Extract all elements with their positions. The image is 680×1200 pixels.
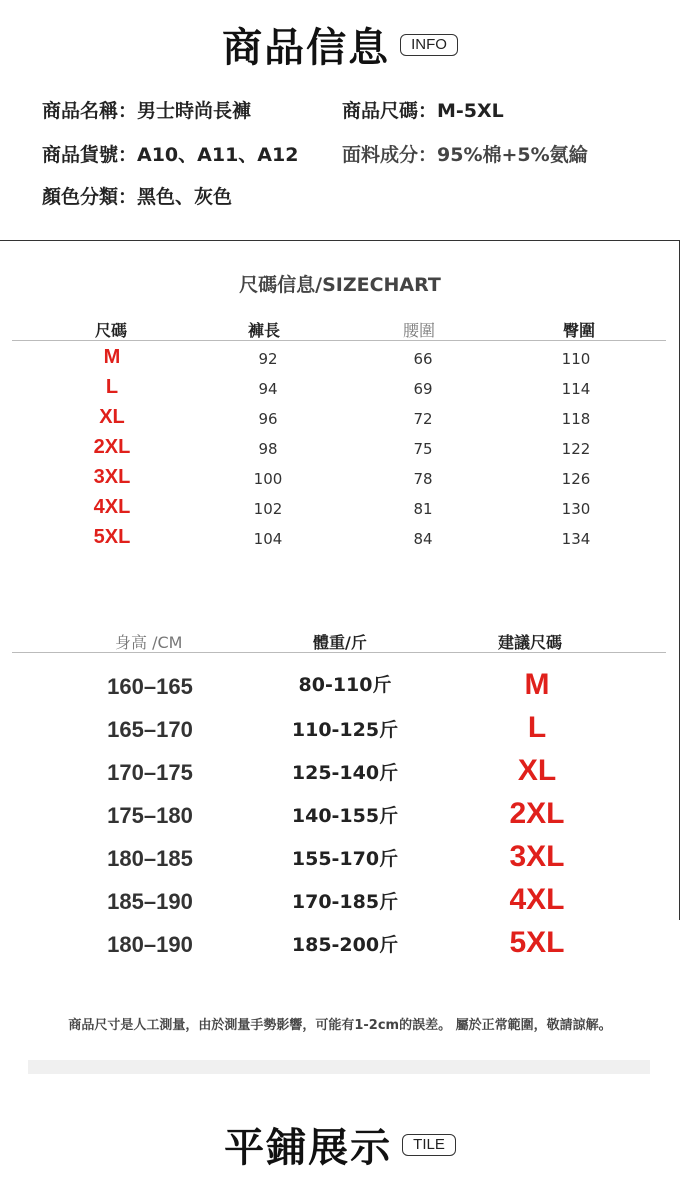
size-chart-waist: 66: [413, 350, 433, 368]
product-size-range: 商品尺碼：M-5XL: [342, 100, 504, 122]
size-chart-waist: 72: [413, 410, 433, 428]
size-chart-hip: 126: [561, 470, 591, 488]
recommendation-weight: 140-155斤: [291, 805, 399, 827]
header-height: 身高 /CM: [115, 633, 183, 652]
recommendation-size: L: [527, 711, 547, 744]
size-chart-hip: 110: [561, 350, 591, 368]
tile-heading: [0, 1116, 680, 1173]
recommendation-rule: [12, 652, 666, 653]
size-chart-size: 4XL: [93, 496, 131, 518]
header-recommended-size: 建議尺碼: [498, 633, 563, 652]
size-chart-length: 100: [253, 470, 283, 488]
product-name: 商品名稱：男士時尚長褲: [42, 100, 252, 122]
product-colors: 顏色分類：黑色、灰色: [42, 186, 233, 208]
size-chart-length: 92: [258, 350, 278, 368]
product-item-no: 商品貨號：A10、A11、A12: [42, 144, 299, 166]
recommendation-weight: 125-140斤: [291, 762, 399, 784]
recommendation-size: 4XL: [509, 883, 565, 916]
divider-band: [28, 1060, 650, 1074]
recommendation-height: 185–190: [107, 889, 193, 914]
size-chart-waist: 69: [413, 380, 433, 398]
recommendation-weight: 170-185斤: [291, 891, 399, 913]
size-chart-waist: 84: [413, 530, 433, 548]
recommendation-size: 5XL: [509, 926, 565, 959]
measurement-note: 商品尺寸是人工測量，由於測量手勢影響，可能有1-2cm的誤差。 屬於正常範圍，敬請諒解。: [68, 1018, 612, 1033]
size-chart-hip: 130: [561, 500, 591, 518]
header-hip: 臀圍: [563, 321, 596, 340]
size-chart-waist: 75: [413, 440, 433, 458]
recommendation-size: M: [524, 668, 550, 701]
recommendation-height: 175–180: [107, 803, 193, 828]
size-chart-hip: 122: [561, 440, 591, 458]
header-weight: 體重/斤: [313, 633, 367, 652]
header-size: 尺碼: [95, 321, 128, 340]
size-chart-length: 98: [258, 440, 278, 458]
product-material: 面料成分：95%棉+5%氨綸: [342, 144, 588, 166]
recommendation-height: 165–170: [107, 717, 193, 742]
size-chart-length: 94: [258, 380, 278, 398]
size-chart-size: M: [103, 346, 121, 368]
recommendation-weight: 155-170斤: [291, 848, 399, 870]
recommendation-weight: 110-125斤: [291, 719, 399, 741]
recommendation-height: 180–190: [107, 932, 193, 957]
tile-title: 平鋪展示: [224, 1125, 393, 1171]
size-chart-caption: 尺碼信息/SIZECHART: [239, 274, 441, 296]
size-chart-waist: 81: [413, 500, 433, 518]
size-chart-hip: 118: [561, 410, 591, 428]
header-waist: 腰圍: [403, 321, 436, 340]
size-chart-size: XL: [99, 406, 125, 428]
size-chart-size: 2XL: [93, 436, 131, 458]
info-badge: INFO: [400, 34, 458, 56]
size-chart-size: 5XL: [93, 526, 131, 548]
header-length: 褲長: [248, 321, 281, 340]
size-chart-length: 102: [253, 500, 283, 518]
recommendation-height: 180–185: [107, 846, 193, 871]
size-chart-hip: 134: [561, 530, 591, 548]
recommendation-weight: 80-110斤: [298, 674, 392, 696]
size-chart-size: 3XL: [93, 466, 131, 488]
size-chart-size: L: [105, 376, 119, 398]
size-chart-length: 96: [258, 410, 278, 428]
size-chart-waist: 78: [413, 470, 433, 488]
info-heading: [0, 16, 680, 73]
recommendation-size: 2XL: [509, 797, 565, 830]
recommendation-weight: 185-200斤: [291, 934, 399, 956]
tile-badge: TILE: [402, 1134, 456, 1156]
recommendation-height: 160–165: [107, 674, 193, 699]
size-chart-hip: 114: [561, 380, 591, 398]
recommendation-size: 3XL: [509, 840, 565, 873]
info-title: 商品信息: [222, 25, 391, 71]
size-chart-length: 104: [253, 530, 283, 548]
recommendation-height: 170–175: [107, 760, 193, 785]
size-chart-rule: [12, 340, 666, 341]
recommendation-size: XL: [517, 754, 557, 787]
